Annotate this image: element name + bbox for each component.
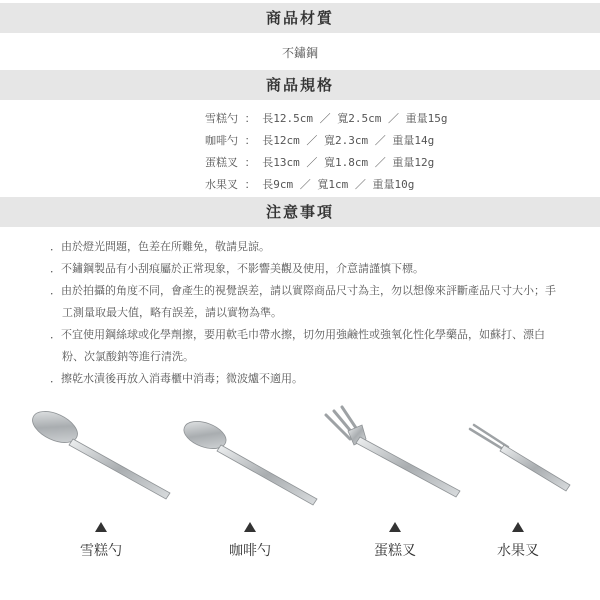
pointer-caret-icon bbox=[244, 522, 256, 532]
notice-list bbox=[50, 236, 560, 390]
pointer-caret-icon bbox=[512, 522, 524, 532]
product-label-cake-fork: 蛋糕叉 bbox=[374, 543, 416, 559]
spec-row-cake-fork: 蛋糕叉 ： 長13cm ／ 寬1.8cm ／ 重量12g bbox=[205, 156, 435, 169]
product-label-coffee-spoon: 咖啡勺 bbox=[229, 543, 271, 559]
coffee-spoon-icon bbox=[175, 395, 325, 525]
notice-item: ．不鏽鋼製品有小刮痕屬於正常現象，不影響美觀及使用，介意請謹慎下標。 bbox=[50, 262, 424, 275]
spec-list bbox=[205, 108, 465, 196]
spec-row-ice-cream-spoon: 雪糕勺 ： 長12.5cm ／ 寬2.5cm ／ 重量15g bbox=[205, 112, 448, 125]
material-value: 不鏽鋼 bbox=[281, 46, 318, 60]
notice-heading: 注意事項 bbox=[0, 197, 600, 227]
notice-item: ．由於燈光問題，色差在所難免，敬請見諒。 bbox=[50, 240, 270, 253]
cake-fork-icon bbox=[320, 395, 470, 525]
material-heading: 商品材質 bbox=[0, 3, 600, 33]
ice-cream-spoon-icon bbox=[25, 395, 175, 525]
product-label-ice-cream-spoon: 雪糕勺 bbox=[80, 543, 122, 559]
spec-row-fruit-fork: 水果叉 ： 長9cm ／ 寬1cm ／ 重量10g bbox=[205, 178, 415, 191]
notice-item: ．不宜使用鋼絲球或化學劑擦，要用軟毛巾帶水擦，切勿用強鹼性或強氧化性化學藥品，如蘇打、漂白粉、次氯酸鈉等進行清洗。 bbox=[50, 328, 545, 363]
pointer-caret-icon bbox=[95, 522, 107, 532]
notice-item: ．由於拍攝的角度不同，會產生的視覺誤差，請以實際商品尺寸為主，勿以想像來評斷產品尺寸大小；手工測量取最大值，略有誤差，請以實物為準。 bbox=[50, 284, 556, 319]
spec-heading: 商品規格 bbox=[0, 70, 600, 100]
spec-row-coffee-spoon: 咖啡勺 ： 長12cm ／ 寬2.3cm ／ 重量14g bbox=[205, 134, 435, 147]
notice-item: ．擦乾水漬後再放入消毒櫃中消毒；微波爐不適用。 bbox=[50, 372, 303, 385]
pointer-caret-icon bbox=[389, 522, 401, 532]
product-label-fruit-fork: 水果叉 bbox=[497, 543, 539, 559]
fruit-fork-icon bbox=[460, 395, 600, 525]
